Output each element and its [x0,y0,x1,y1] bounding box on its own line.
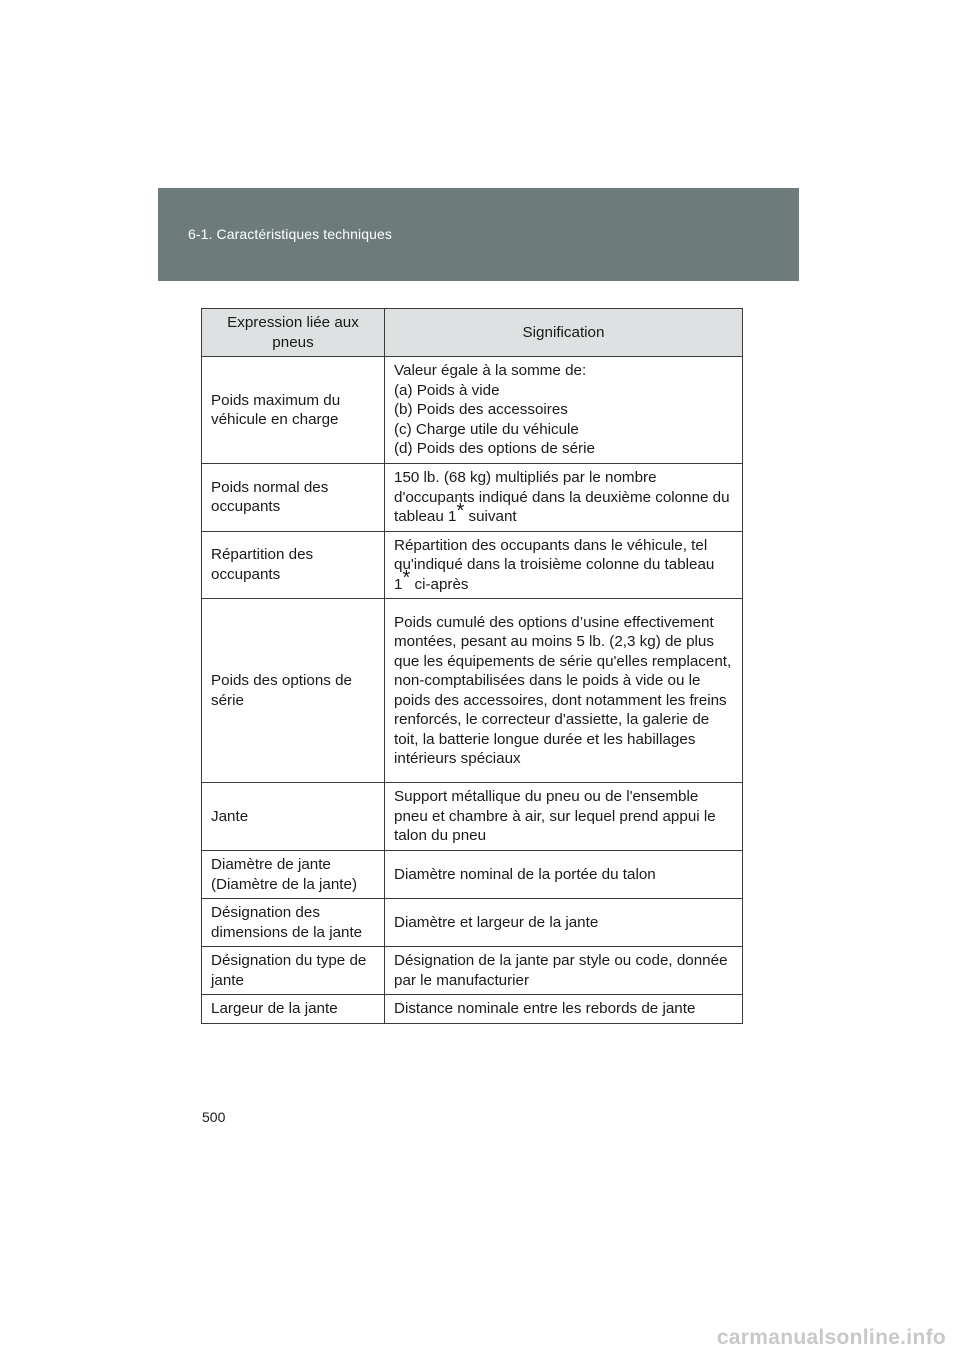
term-cell: Poids des options de série [202,599,385,783]
definition-cell: Diamètre et largeur de la jante [385,899,743,947]
page-number: 500 [202,1109,226,1125]
term-cell: Désignation du type de jante [202,947,385,995]
definition-line: Valeur égale à la somme de: [394,362,587,380]
tire-terms-table [201,308,743,1024]
definition-cell [385,531,743,599]
definition-cell: Désignation de la jante par style ou code, donnée par le manufacturier [385,947,743,995]
table-row [202,357,743,464]
definition-line: (a) Poids à vide [394,381,500,399]
column-header-meaning: Signification [385,309,743,357]
footnote-star: * [456,499,465,522]
definition-text-end: suivant [464,508,517,525]
section-header-bar [158,188,799,281]
term-cell: Jante [202,783,385,851]
table-row [202,783,743,851]
footnote-star: * [402,567,411,590]
definition-cell: Distance nominale entre les rebords de jante [385,995,743,1024]
table-row [202,995,743,1024]
table-row [202,899,743,947]
table-row [202,947,743,995]
definition-line: (c) Charge utile du véhicule [394,420,579,438]
definition-text: Répartition des occupants dans le véhicule, tel qu'indiqué dans la troisième colonne du tableau 1 [394,536,715,593]
table-header-row [202,309,743,357]
column-header-term: Expression liée aux pneus [202,309,385,357]
term-cell: Poids normal des occupants [202,464,385,532]
section-title: 6-1. Caractéristiques techniques [188,226,392,242]
definition-cell [385,357,743,464]
table-row [202,851,743,899]
definition-cell: Diamètre nominal de la portée du talon [385,851,743,899]
term-cell: Poids maximum du véhicule en charge [202,357,385,464]
definition-text: 150 lb. (68 kg) multipliés par le nombre d'occupants indiqué dans la deuxième colonne du tableau 1 [394,469,730,525]
site-watermark: carmanualsonline.info [716,1326,946,1349]
definition-cell: Support métallique du pneu ou de l'ensemble pneu et chambre à air, sur lequel prend appui le talon du pneu [385,783,743,851]
table-row [202,531,743,599]
table-row [202,464,743,532]
term-cell: Largeur de la jante [202,995,385,1024]
term-cell: Répartition des occupants [202,531,385,599]
table-row [202,599,743,783]
definition-line: (d) Poids des options de série [394,440,595,458]
term-cell: Désignation des dimensions de la jante [202,899,385,947]
definition-text-end: ci-après [410,575,469,593]
definition-cell [385,464,743,532]
term-cell: Diamètre de jante (Diamètre de la jante) [202,851,385,899]
definition-cell: Poids cumulé des options d’usine effectivement montées, pesant au moins 5 lb. (2,3 kg) de plus que les équipements de série qu'elles remplacent, non-comptabilisées dans le poids à vide ou le poids des accessoires, dont notamment les freins renforcés, le correcteur d'assiette, la galerie de toit, la batterie longue durée et les habillages intérieurs spéciaux [385,599,743,783]
definition-line: (b) Poids des accessoires [394,401,568,419]
